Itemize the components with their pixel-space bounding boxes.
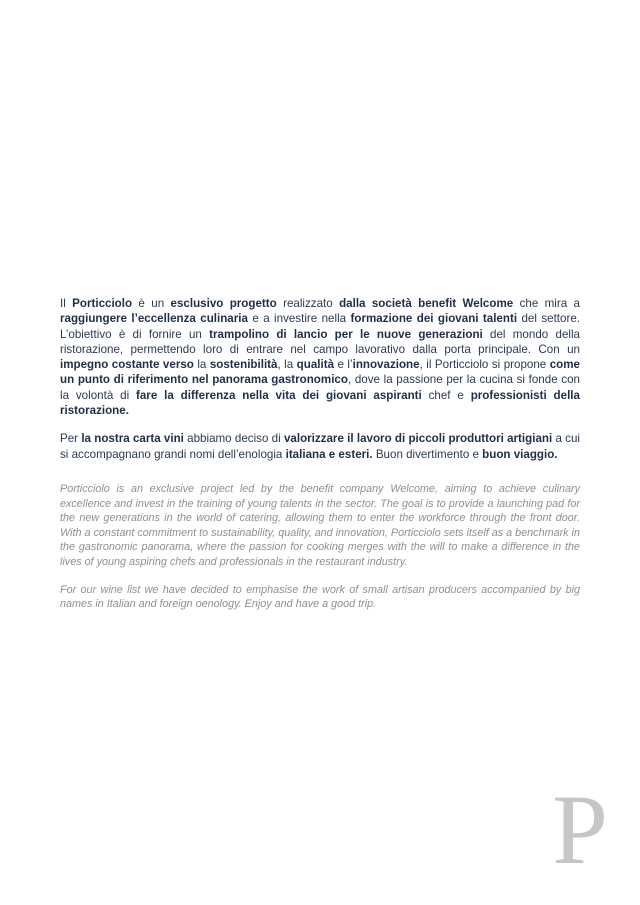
highlight-sustainability: sostenibilità [209, 358, 278, 372]
highlight-professionals: professionisti della ristorazione. [60, 388, 580, 418]
highlight-wine-list: la nostra carta vini [81, 432, 184, 446]
highlight-launching-pad: trampolino di lancio per le nuove generazioni [209, 327, 483, 341]
highlight-good-trip: buon viaggio. [482, 447, 558, 461]
highlight-porticciolo: Porticciolo [72, 297, 133, 310]
highlight-make-difference: fare la differenza nella vita dei giovani aspiranti [136, 388, 422, 402]
english-paragraph-intro: Porticciolo is an exclusive project led by the benefit company Welcome, aiming to achieve culinary excellence and invest in the training of young talents in the sector. The goal is to provide a launching pad for the new generations in the world of catering, allowing them to enter the workforce through the front door. With a constant commitment to sustainability, quality, and innovation, Porticciolo sets itself as a benchmark in the gastronomic panorama, where the passion for cooking merges with the will to make a difference in the lives of young aspiring chefs and professionals in the restaurant industry. [60, 483, 580, 568]
italian-paragraph-intro: Il Porticciolo è un esclusivo progetto realizzato dalla società benefit Welcome che mira a raggiungere l’eccellenza culinaria e a investire nella formazione dei giovani talenti del settore. L’obiettivo è di fornire un trampolino di lancio per le nuove generazioni del mondo della ristorazione, permettendo loro di entrare nel campo lavorativo dalla porta principale. Con un impegno costante verso la sostenibilità, la qualità e l’innovazione, il Porticciolo si propone come un punto di riferimento nel panorama gastronomico, dove la passione per la cucina si fonde con la volontà di fare la differenza nella vita dei giovani aspiranti chef e professionisti della ristorazione. [60, 297, 581, 418]
highlight-young-talents: formazione dei giovani talenti [350, 312, 518, 326]
highlight-commitment: impegno costante verso [60, 358, 194, 372]
highlight-exclusive-project: esclusivo progetto [170, 297, 277, 310]
porticciolo-logo-letter: P [552, 774, 608, 885]
italian-paragraph-wine: Per la nostra carta vini abbiamo deciso di valorizzare il lavoro di piccoli produttori artigiani a cui si accompagnano grandi nomi dell’enologia italiana e esteri. Buon divertimento e buon viaggio. [60, 432, 580, 461]
italian-description [60, 296, 580, 462]
highlight-artisan-producers: valorizzare il lavoro di piccoli produttori artigiani [283, 432, 553, 446]
highlight-culinary-excellence: raggiungere l’eccellenza culinaria [60, 312, 248, 326]
highlight-innovation: innovazione [352, 358, 420, 372]
highlight-benchmark: come un punto di riferimento nel panorama gastronomico [60, 358, 581, 387]
english-description [60, 482, 580, 612]
highlight-quality: qualità [296, 358, 335, 372]
english-paragraph-wine: For our wine list we have decided to emphasise the work of small artisan producers accompanied by big names in Italian and foreign oenology. Enjoy and have a good trip. [60, 583, 580, 611]
highlight-welcome: dalla società benefit Welcome [339, 297, 514, 310]
highlight-italian-foreign: italiana e esteri. [285, 447, 373, 461]
